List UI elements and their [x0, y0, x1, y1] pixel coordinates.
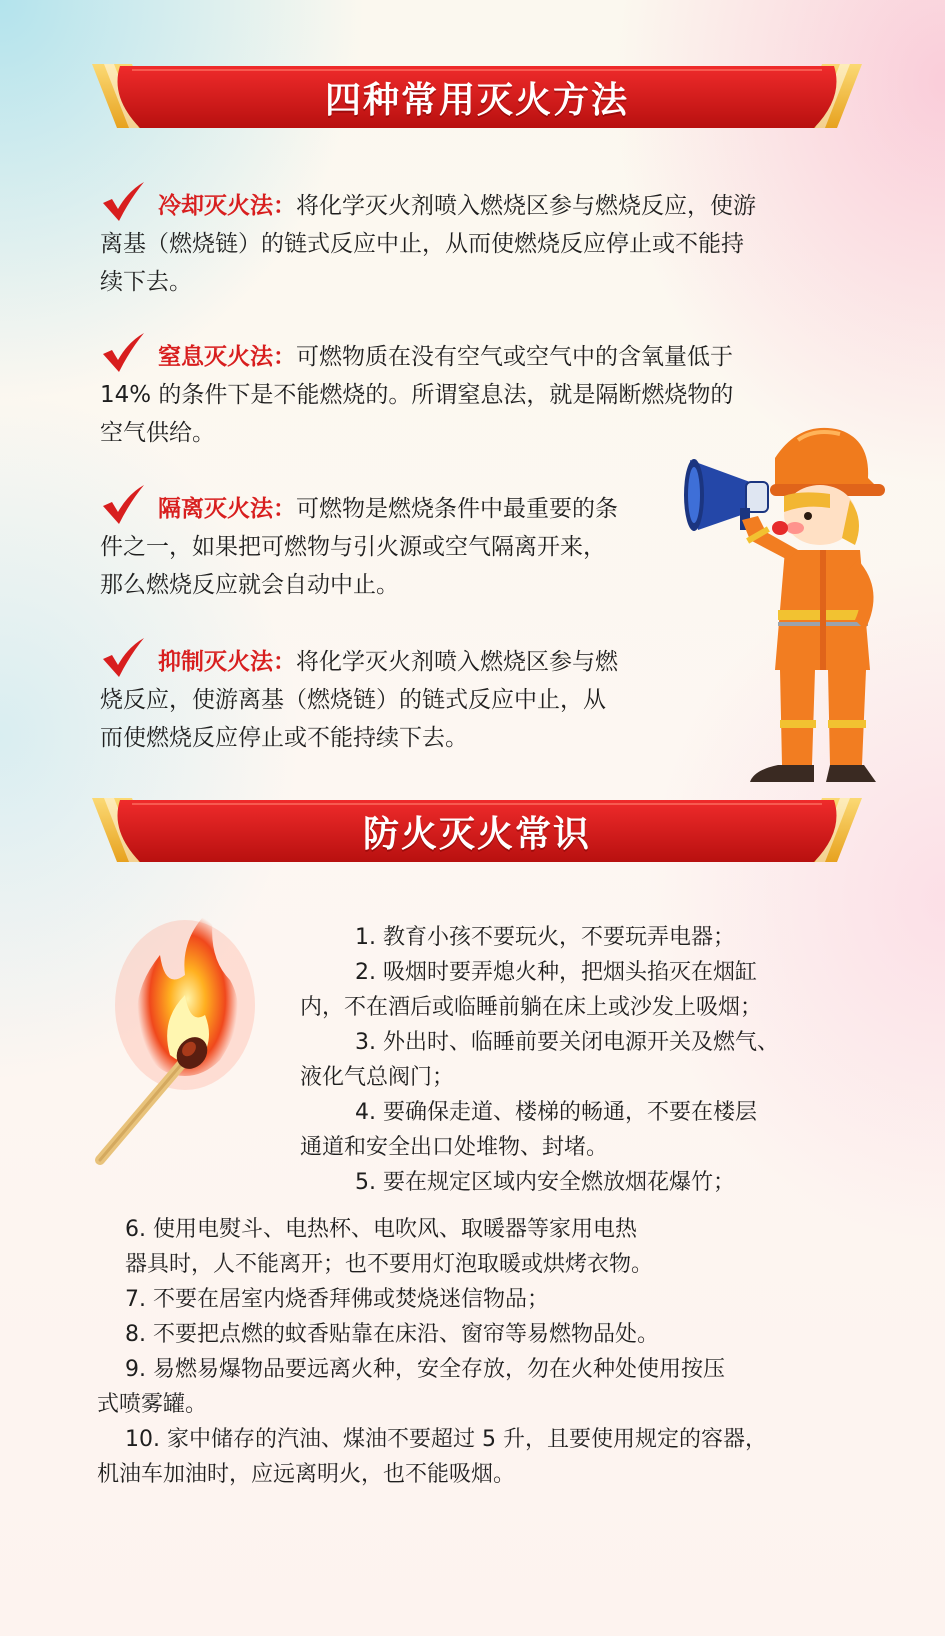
tip-item: 液化气总阀门； — [300, 1065, 455, 1090]
check-icon — [100, 181, 146, 223]
method-name: 隔离灭火法 — [158, 496, 273, 522]
method-text: 可燃物质在没有空气或空气中的含氧量低于 — [296, 344, 733, 370]
method-text: 而使燃烧反应停止或不能持续下去。 — [100, 725, 468, 751]
method-colon: ： — [273, 649, 296, 675]
tips-list-bottom — [97, 1212, 845, 1492]
method-text: 14% 的条件下是不能燃烧的。所谓窒息法，就是隔断燃烧物的 — [100, 382, 734, 408]
method-text: 续下去。 — [100, 269, 192, 295]
fireman-icon — [680, 420, 890, 800]
tip-item: 2. 吸烟时要弄熄火种，把烟头掐灭在烟缸 — [355, 960, 757, 985]
tip-item: 通道和安全出口处堆物、封堵。 — [300, 1135, 609, 1160]
method-item — [100, 187, 845, 301]
method-text: 可燃物是燃烧条件中最重要的条 — [296, 496, 618, 522]
method-name: 抑制灭火法 — [158, 649, 273, 675]
method-text: 离基（燃烧链）的链式反应中止，从而使燃烧反应停止或不能持 — [100, 231, 744, 257]
section2-title: 防火灭火常识 — [362, 814, 591, 855]
method-text: 将化学灭火剂喷入燃烧区参与燃 — [296, 649, 618, 675]
tip-item: 3. 外出时、临睡前要关闭电源开关及燃气、 — [355, 1030, 779, 1055]
method-colon: ： — [273, 193, 296, 219]
tip-item: 式喷雾罐。 — [97, 1392, 208, 1417]
method-name: 窒息灭火法 — [158, 344, 273, 370]
tip-item: 5. 要在规定区域内安全燃放烟花爆竹； — [355, 1170, 735, 1195]
tip-item: 器具时，人不能离开；也不要用灯泡取暖或烘烤衣物。 — [125, 1252, 654, 1277]
tip-item: 机油车加油时，应远离明火，也不能吸烟。 — [97, 1462, 516, 1487]
section1-title: 四种常用灭火方法 — [324, 80, 629, 121]
check-icon — [100, 332, 146, 374]
tip-item: 4. 要确保走道、楼梯的畅通，不要在楼层 — [355, 1100, 757, 1125]
check-icon — [100, 637, 146, 679]
section1-banner — [92, 62, 862, 132]
tip-item: 6. 使用电熨斗、电热杯、电吹风、取暖器等家用电热 — [125, 1217, 637, 1242]
method-item — [100, 643, 690, 757]
method-text: 那么燃烧反应就会自动中止。 — [100, 572, 399, 598]
method-name: 冷却灭火法 — [158, 193, 273, 219]
method-text: 件之一，如果把可燃物与引火源或空气隔离开来， — [100, 534, 606, 560]
method-text: 将化学灭火剂喷入燃烧区参与燃烧反应，使游 — [296, 193, 756, 219]
tip-item: 8. 不要把点燃的蚊香贴靠在床沿、窗帘等易燃物品处。 — [125, 1322, 659, 1347]
tip-item: 内，不在酒后或临睡前躺在床上或沙发上吸烟； — [300, 995, 763, 1020]
method-colon: ： — [273, 496, 296, 522]
tip-item: 10. 家中储存的汽油、煤油不要超过 5 升，且要使用规定的容器， — [125, 1427, 767, 1452]
tips-list-top — [300, 920, 845, 1200]
tip-item: 1. 教育小孩不要玩火，不要玩弄电器； — [355, 925, 735, 950]
method-text: 烧反应，使游离基（燃烧链）的链式反应中止，从 — [100, 687, 606, 713]
check-icon — [100, 484, 146, 526]
tip-item: 7. 不要在居室内烧香拜佛或焚烧迷信物品； — [125, 1287, 549, 1312]
burning-match-icon — [90, 895, 270, 1175]
section2-banner — [92, 796, 862, 866]
method-text: 空气供给。 — [100, 420, 215, 446]
method-item — [100, 490, 690, 604]
method-colon: ： — [273, 344, 296, 370]
tip-item: 9. 易燃易爆物品要远离火种，安全存放，勿在火种处使用按压 — [125, 1357, 725, 1382]
